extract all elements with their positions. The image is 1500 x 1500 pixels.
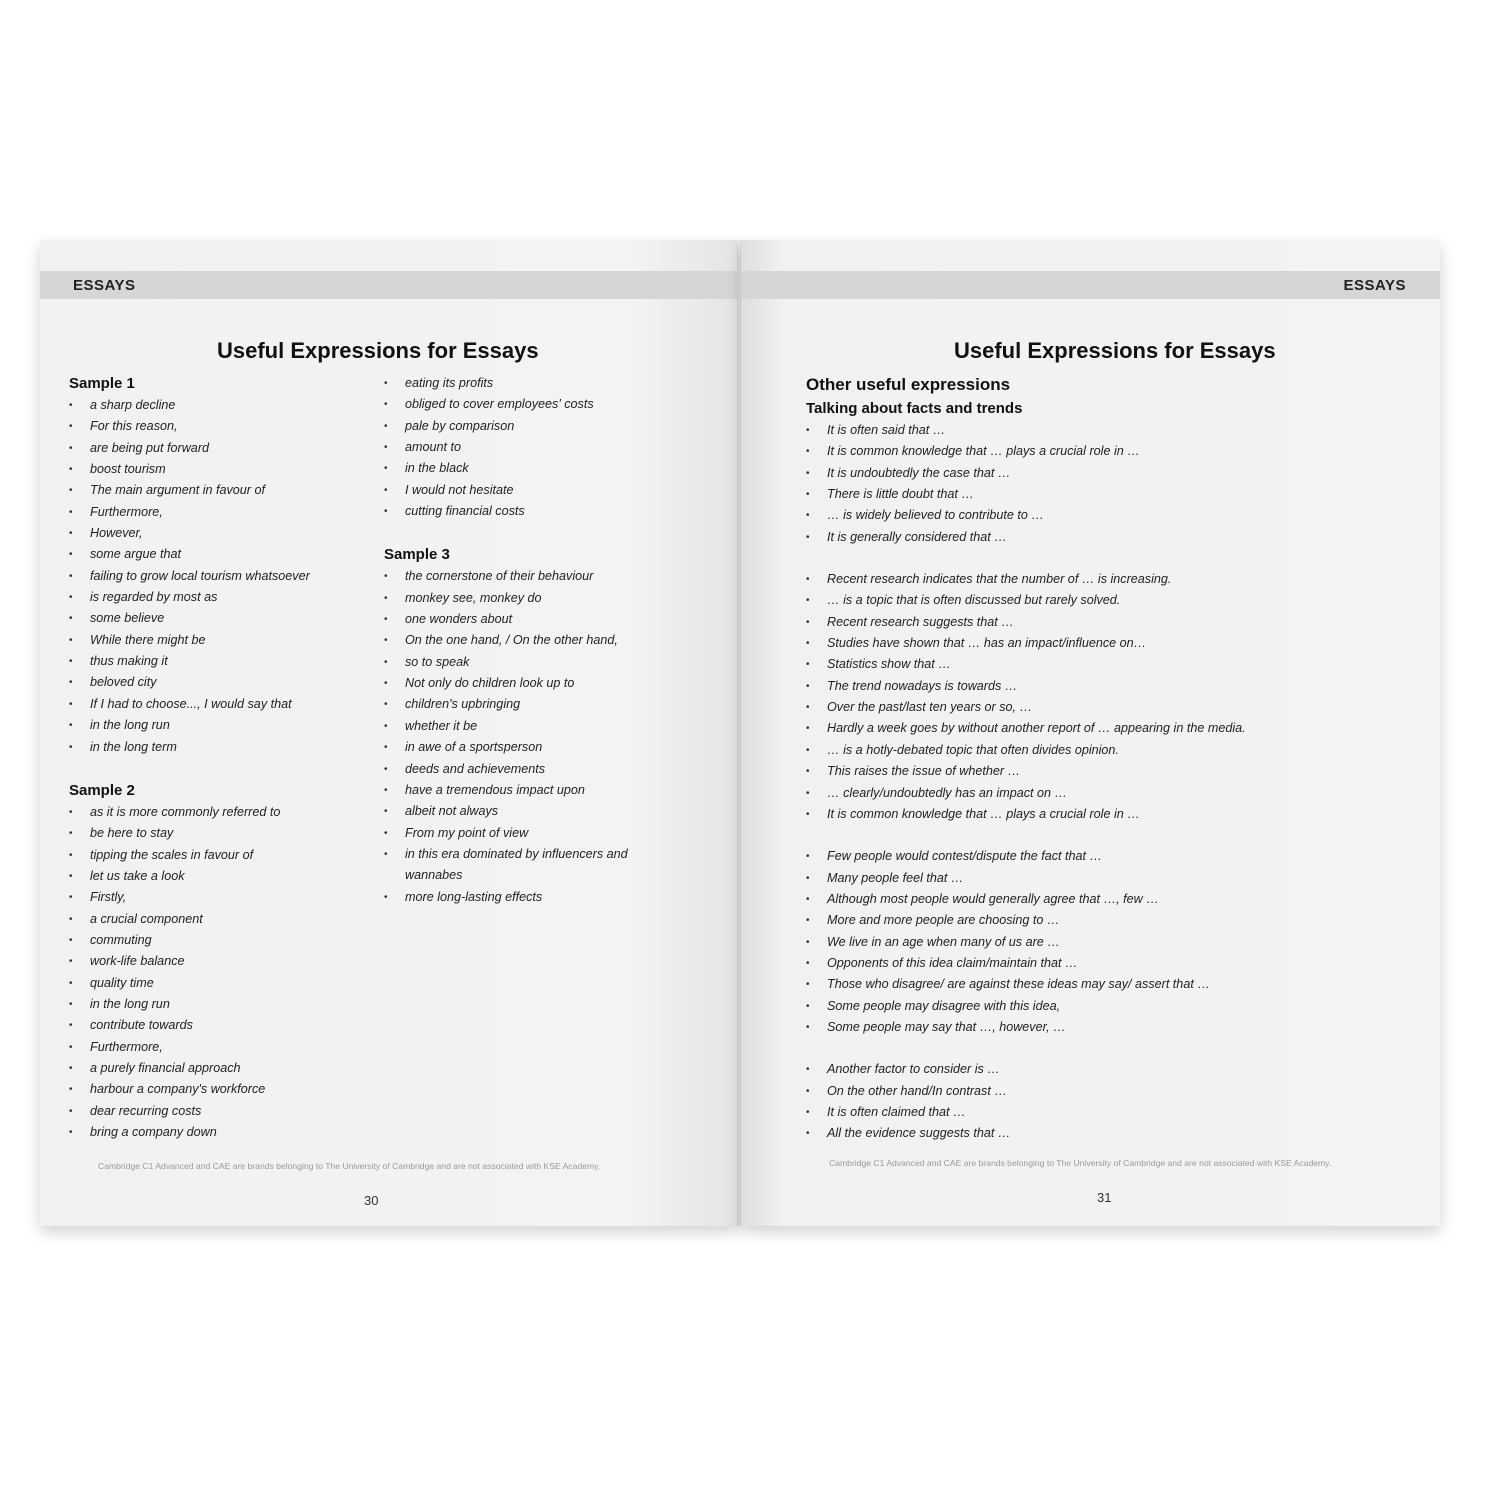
expression-item: • I would not hesitate	[384, 480, 704, 501]
expression-item: • tipping the scales in favour of	[69, 845, 379, 866]
expression-item: • albeit not always	[384, 801, 704, 822]
expression-group-3	[806, 846, 1406, 1038]
expression-item: • so to speak	[384, 652, 704, 673]
section-header: ESSAYS	[1343, 277, 1406, 294]
expression-item: • The trend nowadays is towards …	[806, 676, 1406, 697]
expression-item: • Firstly,	[69, 887, 379, 908]
sample-1-heading: Sample 1	[69, 375, 135, 392]
expression-item: • Furthermore,	[69, 502, 379, 523]
section-header: ESSAYS	[73, 277, 136, 294]
expression-item: • boost tourism	[69, 459, 379, 480]
expression-item: • one wonders about	[384, 609, 704, 630]
right-column	[384, 373, 704, 908]
right-page	[741, 240, 1440, 1226]
expression-item: • is regarded by most as	[69, 587, 379, 608]
sample-1-list	[69, 395, 379, 758]
expression-item: • in the long run	[69, 715, 379, 736]
expression-item: • monkey see, monkey do	[384, 588, 704, 609]
expression-item: • pale by comparison	[384, 416, 704, 437]
left-column	[69, 373, 379, 1143]
expression-item: • failing to grow local tourism whatsoever	[69, 566, 379, 587]
expression-item: • work-life balance	[69, 951, 379, 972]
expression-item: • While there might be	[69, 630, 379, 651]
expression-item: • Those who disagree/ are against these ideas may say/ assert that …	[806, 974, 1406, 995]
expression-item: • From my point of view	[384, 823, 704, 844]
expression-item: • It is generally considered that …	[806, 527, 1406, 548]
expression-item: • Not only do children look up to	[384, 673, 704, 694]
expression-item: • Studies have shown that … has an impact/influence on…	[806, 633, 1406, 654]
expression-item: • However,	[69, 523, 379, 544]
expression-item: • It is often claimed that …	[806, 1102, 1406, 1123]
expression-item: • Some people may say that …, however, …	[806, 1017, 1406, 1038]
expression-item: • … is a hotly-debated topic that often divides opinion.	[806, 740, 1406, 761]
expression-item: • On the one hand, / On the other hand,	[384, 630, 704, 651]
expression-item: • children's upbringing	[384, 694, 704, 715]
expression-item: • bring a company down	[69, 1122, 379, 1143]
expression-item: • thus making it	[69, 651, 379, 672]
expression-item: • On the other hand/In contrast …	[806, 1081, 1406, 1102]
expression-item: • dear recurring costs	[69, 1101, 379, 1122]
expression-item: • are being put forward	[69, 438, 379, 459]
expression-item: • Few people would contest/dispute the fact that …	[806, 846, 1406, 867]
expression-item: • Another factor to consider is …	[806, 1059, 1406, 1080]
expression-item: • the cornerstone of their behaviour	[384, 566, 704, 587]
expression-group-4	[806, 1059, 1406, 1144]
expression-item: • … is a topic that is often discussed but rarely solved.	[806, 590, 1406, 611]
expression-item: • in this era dominated by influencers and wannabes	[384, 844, 640, 887]
sample-2-continued-list	[384, 373, 704, 522]
expression-item: • in the long run	[69, 994, 379, 1015]
expression-item: • … clearly/undoubtedly has an impact on …	[806, 783, 1406, 804]
expression-item: • Although most people would generally agree that …, few …	[806, 889, 1406, 910]
expression-item: • Opponents of this idea claim/maintain that …	[806, 953, 1406, 974]
expression-item: • All the evidence suggests that …	[806, 1123, 1406, 1144]
expression-item: • obliged to cover employees' costs	[384, 394, 704, 415]
expression-item: • some argue that	[69, 544, 379, 565]
expression-item: • The main argument in favour of	[69, 480, 379, 501]
expression-item: • eating its profits	[384, 373, 704, 394]
expression-item: • commuting	[69, 930, 379, 951]
page-title: Useful Expressions for Essays	[954, 338, 1276, 363]
expression-item: • Furthermore,	[69, 1037, 379, 1058]
sample-3-list	[384, 566, 704, 908]
expression-item: • … is widely believed to contribute to …	[806, 505, 1406, 526]
page-number: 30	[364, 1193, 379, 1208]
facts-trends-heading: Talking about facts and trends	[806, 400, 1023, 417]
expression-item: • have a tremendous impact upon	[384, 780, 704, 801]
expression-group-1	[806, 420, 1406, 548]
expression-item: • Recent research indicates that the number of … is increasing.	[806, 569, 1406, 590]
expression-item: • in the black	[384, 458, 704, 479]
expression-item: • If I had to choose..., I would say that	[69, 694, 379, 715]
expression-item: • It is often said that …	[806, 420, 1406, 441]
expression-group-2	[806, 569, 1406, 825]
expression-item: • amount to	[384, 437, 704, 458]
expression-item: • a sharp decline	[69, 395, 379, 416]
expression-item: • deeds and achievements	[384, 759, 704, 780]
expression-item: • Recent research suggests that …	[806, 612, 1406, 633]
expression-item: • There is little doubt that …	[806, 484, 1406, 505]
expression-item: • Over the past/last ten years or so, …	[806, 697, 1406, 718]
expression-item: • let us take a look	[69, 866, 379, 887]
expression-item: • It is undoubtedly the case that …	[806, 463, 1406, 484]
footer-disclaimer: Cambridge C1 Advanced and CAE are brands belonging to The University of Cambridge and are not associated with KSE Academy.	[98, 1161, 601, 1171]
expression-item: • Many people feel that …	[806, 868, 1406, 889]
sample-2-list	[69, 802, 379, 1144]
left-page	[40, 240, 737, 1226]
expression-item: • a crucial component	[69, 909, 379, 930]
expression-item: • as it is more commonly referred to	[69, 802, 379, 823]
footer-disclaimer: Cambridge C1 Advanced and CAE are brands belonging to The University of Cambridge and are not associated with KSE Academy.	[829, 1158, 1332, 1168]
header-band	[40, 271, 737, 299]
expression-item: • cutting financial costs	[384, 501, 704, 522]
expression-item: • some believe	[69, 608, 379, 629]
expression-item: • more long-lasting effects	[384, 887, 704, 908]
page-title: Useful Expressions for Essays	[217, 338, 539, 363]
expression-item: • a purely financial approach	[69, 1058, 379, 1079]
expression-item: • Some people may disagree with this idea,	[806, 996, 1406, 1017]
expression-item: • contribute towards	[69, 1015, 379, 1036]
expression-item: • beloved city	[69, 672, 379, 693]
page-number: 31	[1097, 1190, 1112, 1205]
other-expressions-heading: Other useful expressions	[806, 375, 1011, 394]
expression-item: • in the long term	[69, 737, 379, 758]
expression-item: • whether it be	[384, 716, 704, 737]
expressions-column	[806, 372, 1406, 1145]
sample-3-heading: Sample 3	[384, 546, 450, 564]
expression-item: • quality time	[69, 973, 379, 994]
expression-item: • For this reason,	[69, 416, 379, 437]
sample-2-heading: Sample 2	[69, 781, 135, 799]
expression-item: • harbour a company's workforce	[69, 1079, 379, 1100]
header-band	[741, 271, 1440, 299]
expression-item: • This raises the issue of whether …	[806, 761, 1406, 782]
expression-item: • in awe of a sportsperson	[384, 737, 704, 758]
expression-item: • be here to stay	[69, 823, 379, 844]
expression-item: • It is common knowledge that … plays a crucial role in …	[806, 441, 1406, 462]
expression-item: • It is common knowledge that … plays a crucial role in …	[806, 804, 1406, 825]
expression-item: • More and more people are choosing to …	[806, 910, 1406, 931]
expression-item: • Statistics show that …	[806, 654, 1406, 675]
expression-item: • We live in an age when many of us are …	[806, 932, 1406, 953]
expression-item: • Hardly a week goes by without another report of … appearing in the media.	[806, 718, 1406, 739]
